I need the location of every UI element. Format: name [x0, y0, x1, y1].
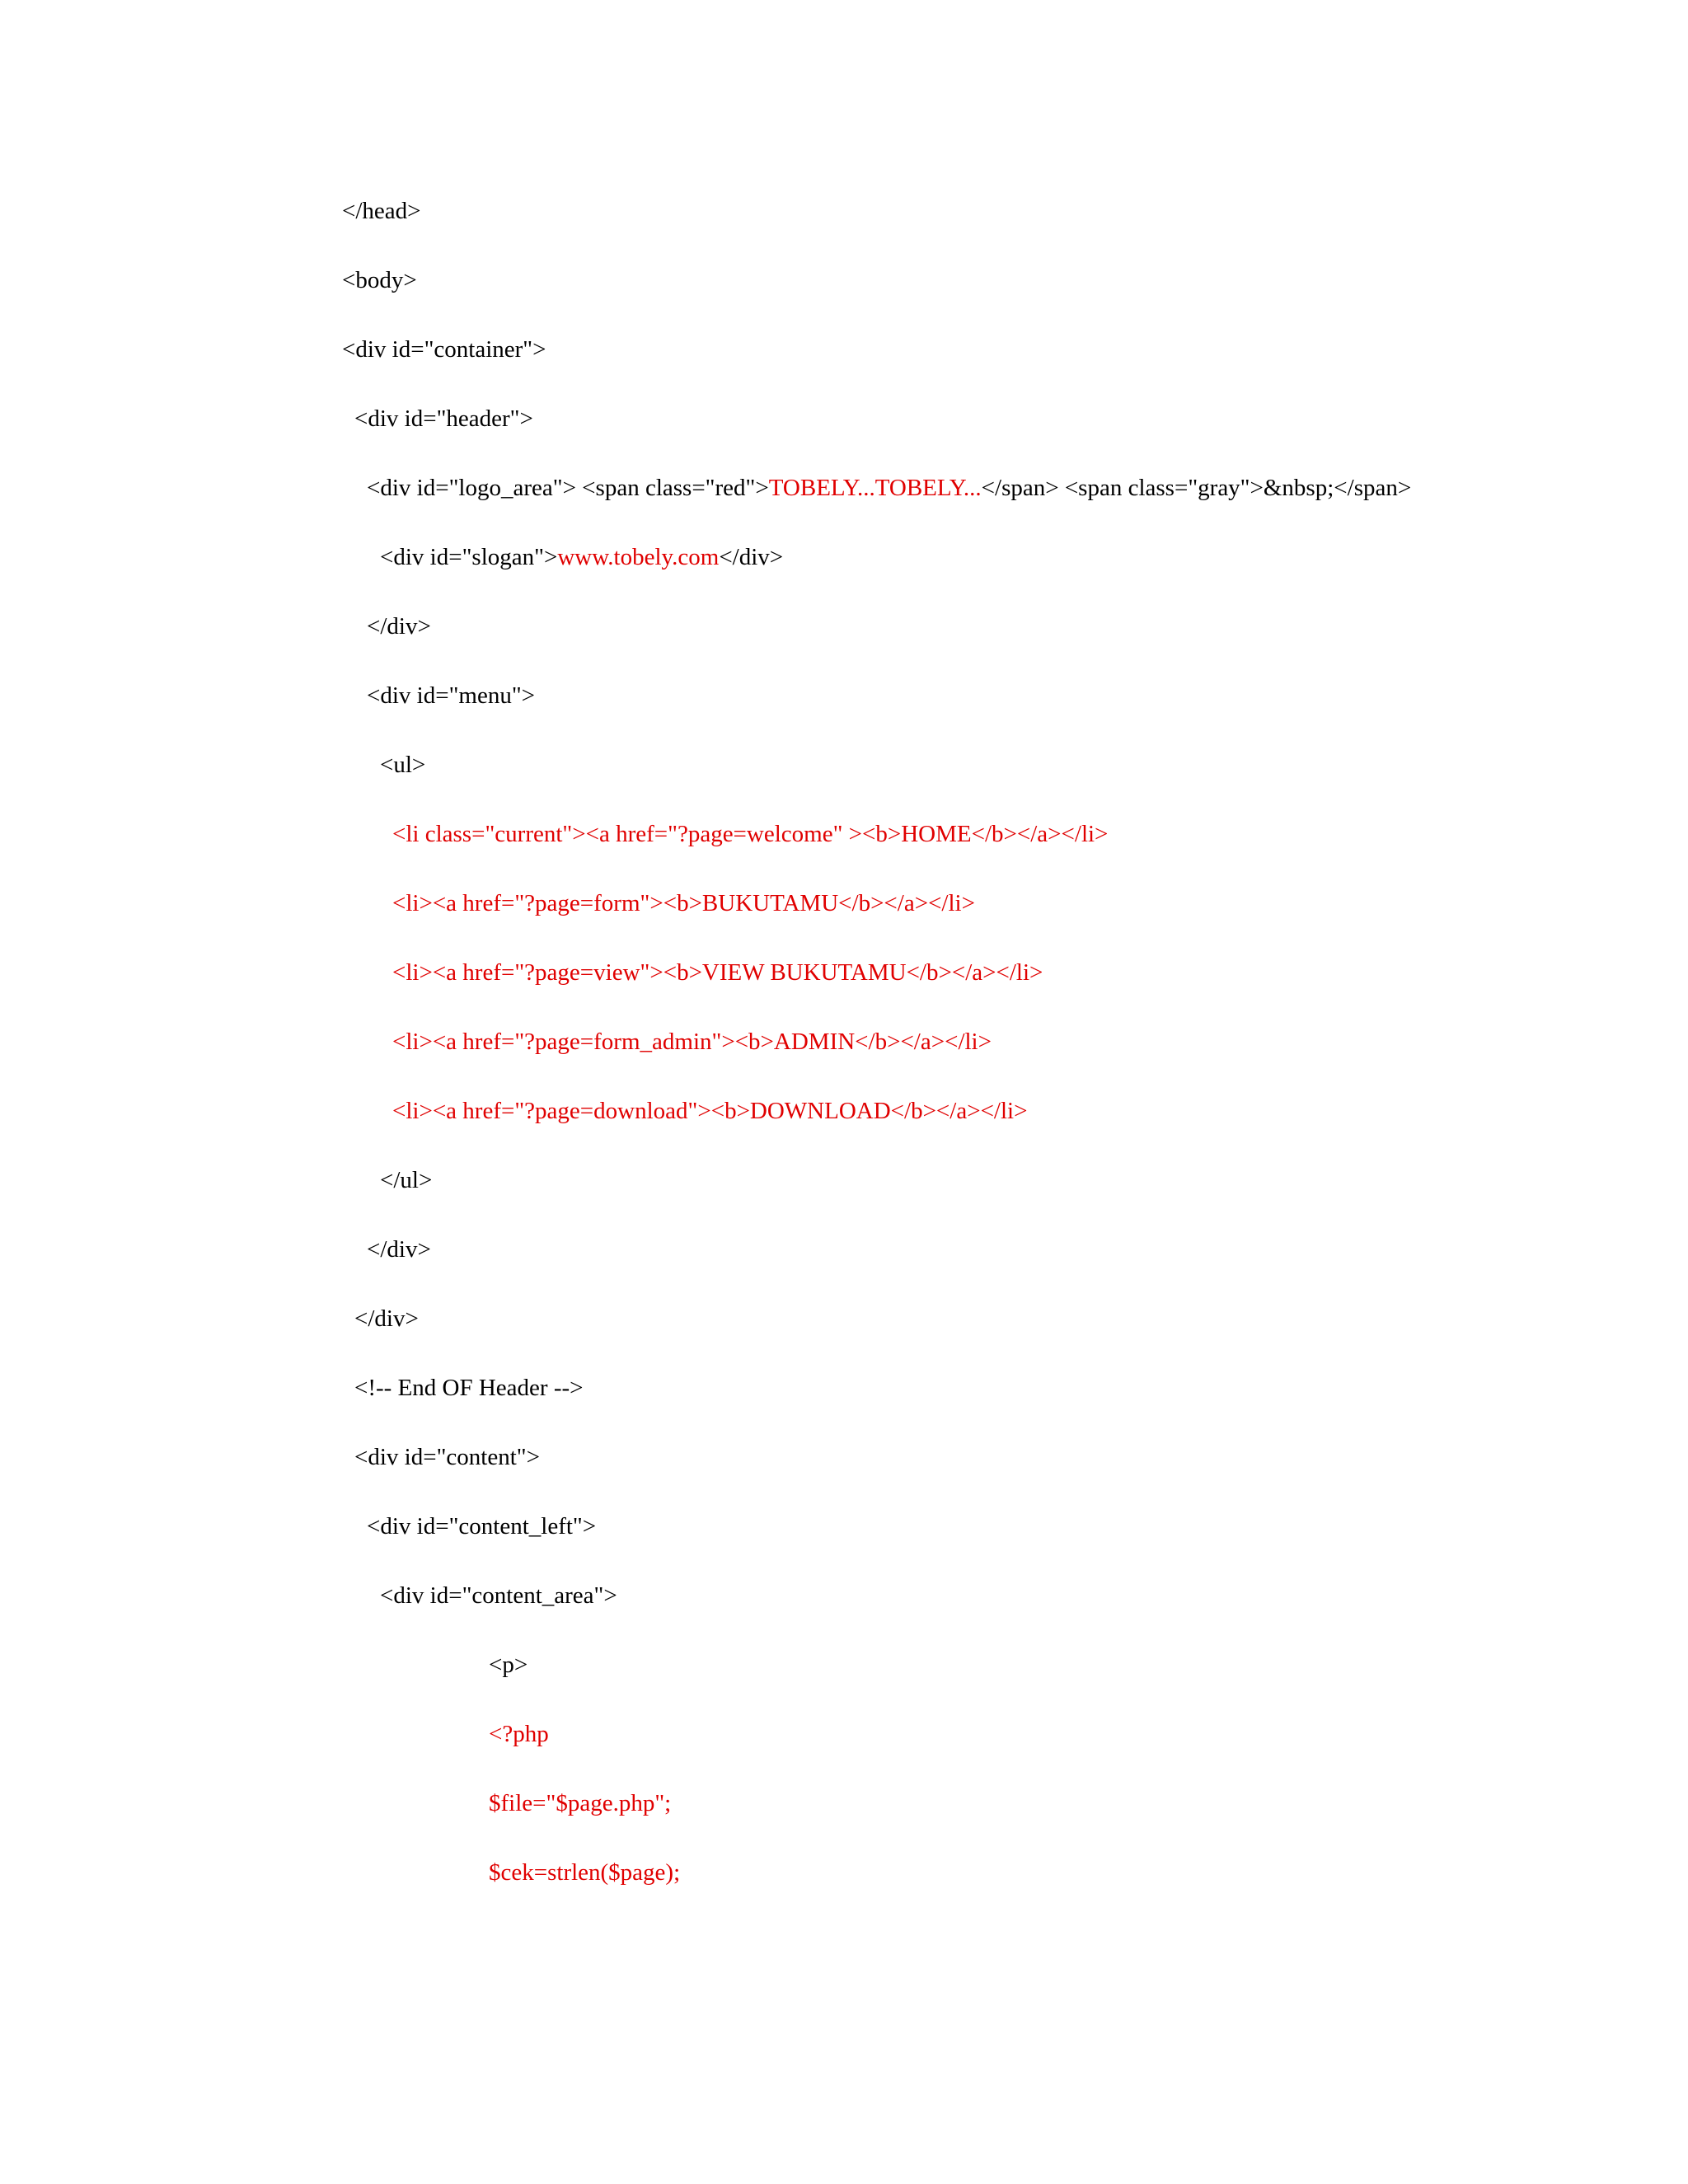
code-line [354, 1304, 419, 1333]
code-line [392, 819, 1108, 849]
code-segment: <div id="header"> [354, 405, 533, 432]
code-line [367, 1511, 596, 1541]
code-line [380, 1581, 617, 1610]
code-line [380, 750, 425, 780]
code-segment-highlighted: <?php [489, 1721, 549, 1747]
code-segment: <div id="logo_area"> <span class="red"> [367, 475, 769, 501]
code-segment: <div id="container"> [342, 336, 546, 363]
code-line [380, 542, 783, 572]
code-segment: </span> <span class="gray">&nbsp;</span> [981, 475, 1412, 501]
code-line [489, 1788, 671, 1818]
code-line [392, 958, 1043, 987]
code-segment: <div id="content"> [354, 1444, 540, 1470]
code-line [392, 1096, 1027, 1126]
code-segment: <body> [342, 267, 417, 293]
code-segment-highlighted: TOBELY...TOBELY... [768, 475, 982, 501]
code-line [367, 612, 431, 641]
code-segment: <p> [489, 1652, 528, 1678]
code-segment-highlighted: <li class="current"><a href="?page=welcome" ><b>HOME</b></a></li> [392, 821, 1109, 847]
code-segment-highlighted: <li><a href="?page=form"><b>BUKUTAMU</b></a></li> [392, 890, 975, 916]
code-line [367, 473, 1411, 503]
code-segment: </ul> [380, 1167, 433, 1193]
code-segment: </div> [367, 1236, 431, 1263]
code-segment-highlighted: <li><a href="?page=download"><b>DOWNLOAD</b></a></li> [392, 1098, 1028, 1124]
code-line [367, 1235, 431, 1264]
code-segment: <ul> [380, 752, 426, 778]
code-segment-highlighted: $cek=strlen($page); [489, 1859, 681, 1886]
code-segment-highlighted: www.tobely.com [557, 544, 720, 570]
code-line [489, 1719, 549, 1749]
code-segment-highlighted: <li><a href="?page=form_admin"><b>ADMIN</b></a></li> [392, 1029, 992, 1055]
code-line [342, 335, 546, 364]
code-segment: <div id="content_left"> [367, 1513, 597, 1540]
code-segment-highlighted: $file="$page.php"; [489, 1790, 672, 1816]
code-segment: </div> [354, 1305, 419, 1332]
code-segment: <div id="menu"> [367, 682, 536, 709]
code-segment: <div id="content_area"> [380, 1582, 617, 1609]
code-line [489, 1650, 528, 1680]
code-line [354, 404, 533, 434]
code-line [392, 1027, 992, 1057]
code-line [380, 1165, 432, 1195]
code-segment: </div> [719, 544, 784, 570]
code-line [342, 196, 421, 226]
code-line [354, 1442, 540, 1472]
code-line [489, 1858, 680, 1887]
code-line [342, 265, 417, 295]
code-segment: </div> [367, 613, 431, 640]
code-line [392, 888, 975, 918]
code-segment: <!-- End OF Header --> [354, 1375, 584, 1401]
code-segment: </head> [342, 198, 421, 224]
code-segment: <div id="slogan"> [380, 544, 558, 570]
code-line [367, 681, 535, 710]
code-line [354, 1373, 584, 1403]
code-segment-highlighted: <li><a href="?page=view"><b>VIEW BUKUTAMU</b></a></li> [392, 959, 1043, 986]
